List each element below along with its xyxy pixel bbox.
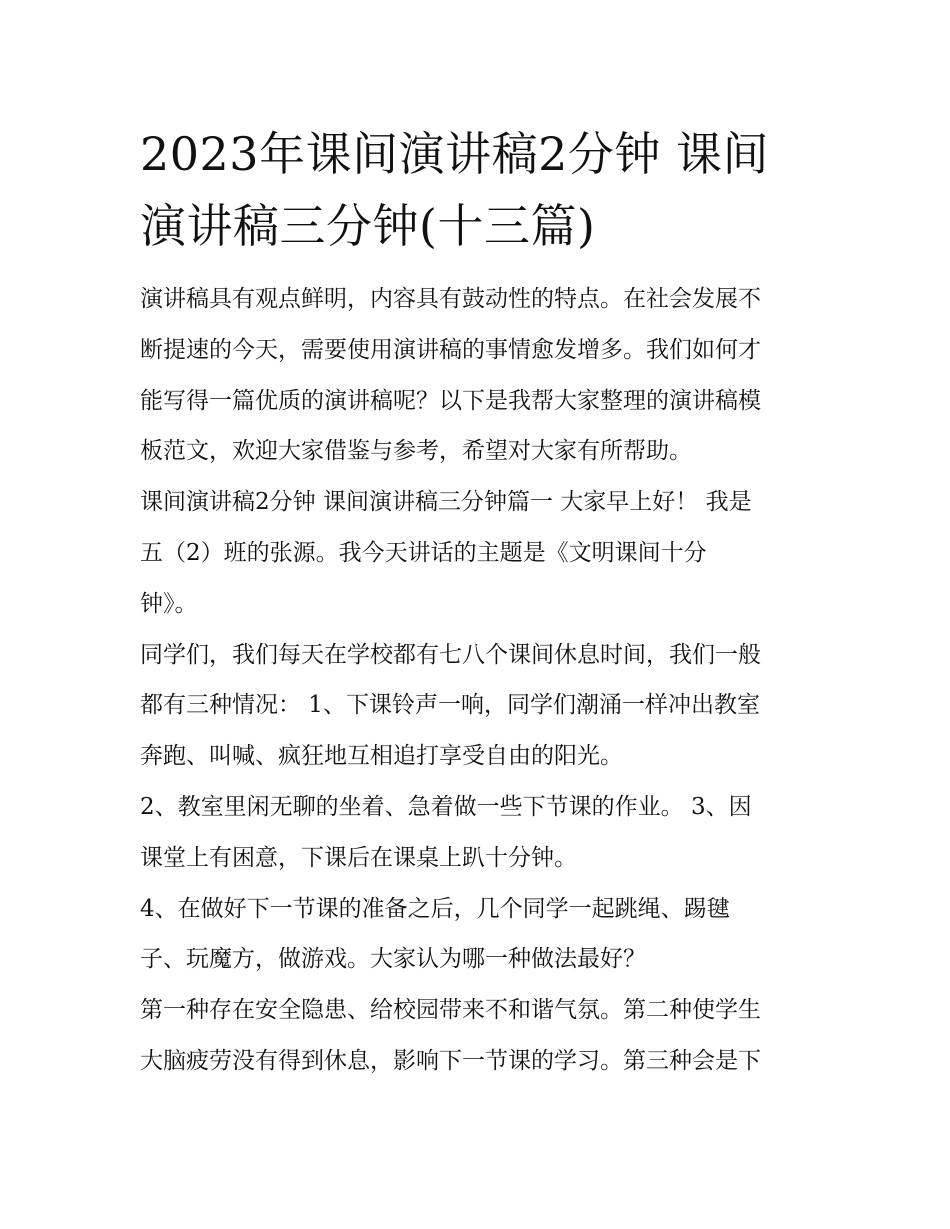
- body-line: 板范文，欢迎大家借鉴与参考，希望对大家有所帮助。: [140, 438, 692, 465]
- body-line: 2、教室里闲无聊的坐着、急着做一些下节课的作业。 3、因: [140, 793, 752, 820]
- document-body: [140, 274, 812, 1087]
- body-line: 断提速的今天，需要使用演讲稿的事情愈发增多。我们如何才: [140, 336, 761, 363]
- body-line: 子、玩魔方，做游戏。大家认为哪一种做法最好？: [140, 946, 646, 973]
- title-line-1: 2023年课间演讲稿2分钟 课间: [140, 127, 769, 181]
- body-line: 第一种存在安全隐患、给校园带来不和谐气氛。第二种使学生: [140, 997, 761, 1024]
- body-line: 奔跑、叫喊、疯狂地互相追打享受自由的阳光。: [140, 743, 623, 770]
- body-line: 课间演讲稿2分钟 课间演讲稿三分钟篇一 大家早上好！ 我是: [140, 489, 752, 516]
- document-title: [140, 118, 812, 262]
- body-line: 都有三种情况： 1、下课铃声一响，同学们潮涌一样冲出教室: [140, 692, 760, 719]
- body-line: 钟》。: [140, 590, 198, 617]
- body-line: 能写得一篇优质的演讲稿呢？以下是我帮大家整理的演讲稿模: [140, 387, 761, 414]
- document-page: [140, 118, 812, 1087]
- body-line: 五（2）班的张源。我今天讲话的主题是《文明课间十分: [140, 539, 707, 566]
- title-line-2: 演讲稿三分钟(十三篇): [140, 199, 596, 253]
- body-line: 4、在做好下一节课的准备之后，几个同学一起跳绳、踢毽: [140, 895, 730, 922]
- body-line: 课堂上有困意，下课后在课桌上趴十分钟。: [140, 844, 577, 871]
- body-line: 同学们，我们每天在学校都有七八个课间休息时间，我们一般: [140, 641, 761, 668]
- body-line: 演讲稿具有观点鲜明，内容具有鼓动性的特点。在社会发展不: [140, 286, 761, 312]
- body-line: 大脑疲劳没有得到休息，影响下一节课的学习。第三种会是下: [140, 1047, 761, 1074]
